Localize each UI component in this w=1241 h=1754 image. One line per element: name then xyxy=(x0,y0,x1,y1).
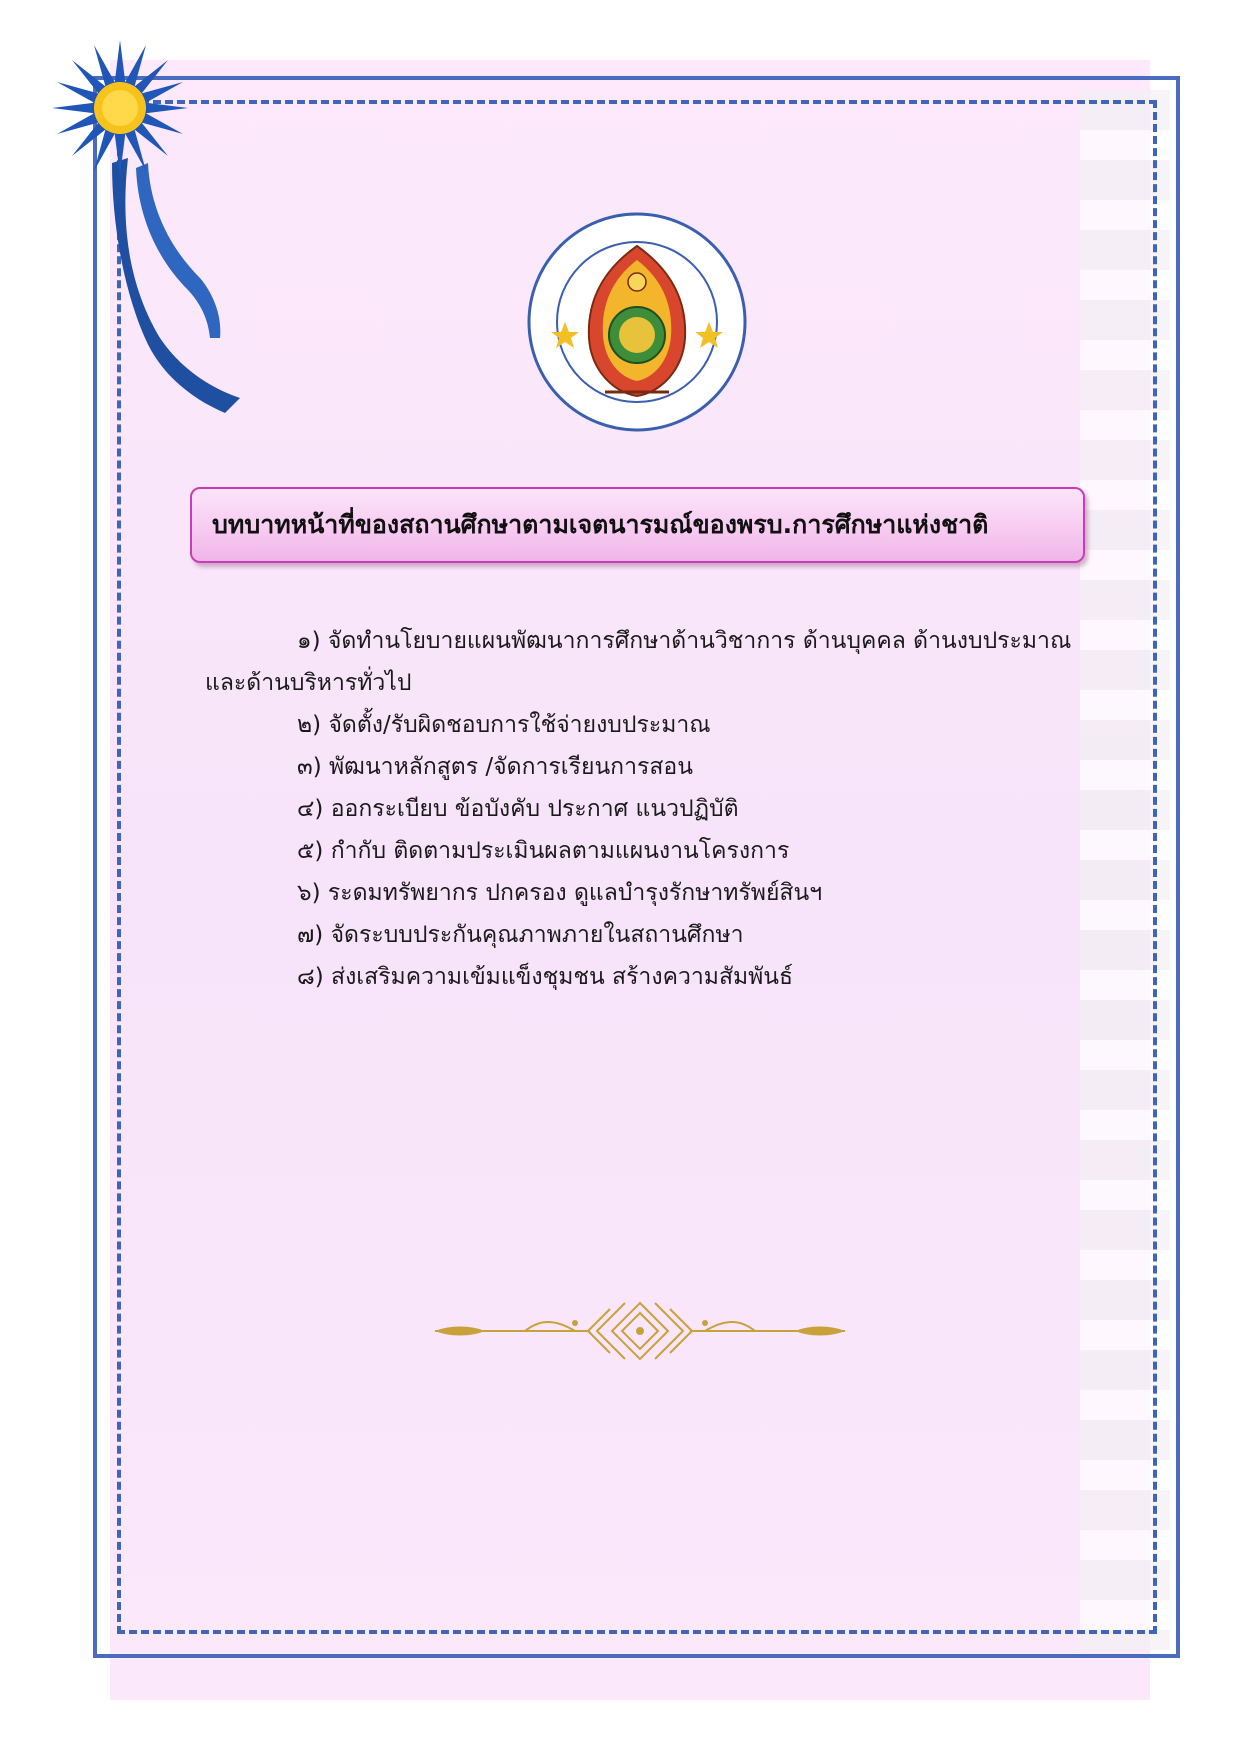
gold-divider-ornament xyxy=(425,1295,855,1367)
duty-item-3: ๓) พัฒนาหลักสูตร /จัดการเรียนการสอน xyxy=(297,754,693,780)
duty-item-6: ๖) ระดมทรัพยากร ปกครอง ดูแลบำรุงรักษาทรัพย์สินฯ xyxy=(297,880,823,906)
duty-item-1 xyxy=(205,620,1085,662)
duty-item-8: ๘) ส่งเสริมความเข้มแข็งชุมชน สร้างความสัมพันธ์ xyxy=(297,964,794,990)
duty-item-5: ๕) กำกับ ติดตามประเมินผลตามแผนงานโครงการ xyxy=(297,838,790,864)
duties-list xyxy=(205,620,1085,998)
duty-item-2: ๒) จัดตั้ง/รับผิดชอบการใช้จ่ายงบประมาณ xyxy=(297,712,711,738)
duty-item-1-text: ๑) จัดทำนโยบายแผนพัฒนาการศึกษาด้านวิชาการ ด้านบุคคล ด้านงบประมาณ xyxy=(297,628,1072,654)
duty-item-4: ๔) ออกระเบียบ ข้อบังคับ ประกาศ แนวปฏิบัติ xyxy=(297,796,739,822)
duty-item-7: ๗) จัดระบบประกันคุณภาพภายในสถานศึกษา xyxy=(297,922,744,948)
heading-title: บทบาทหน้าที่ของสถานศึกษาตามเจตนารมณ์ของพรบ.การศึกษาแห่งชาติ xyxy=(212,510,989,539)
duty-item-1-continuation: และด้านบริหารทั่วไป xyxy=(205,670,412,696)
heading-banner xyxy=(190,487,1085,563)
sun-ribbon-icon xyxy=(50,38,250,428)
school-seal-icon xyxy=(525,210,749,434)
